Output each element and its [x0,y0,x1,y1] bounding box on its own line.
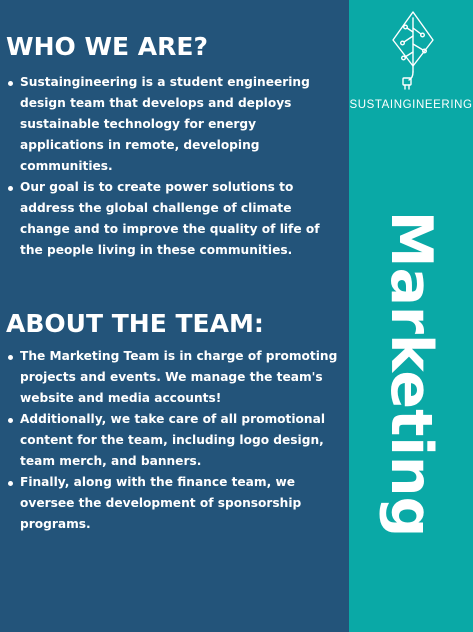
bullet-dot-icon [8,481,13,486]
bullet-text: Our goal is to create power solutions to address the global challenge of climate change and to improve the quality of life of the people living in these communities. [20,180,320,257]
bullet-dot-icon [8,355,13,360]
list-item [6,177,344,261]
bullet-text: Additionally, we take care of all promotional content for the team, including logo design, team merch, and banners. [20,412,326,468]
team-title: Marketing [378,210,444,538]
bullet-dot-icon [8,418,13,423]
bullet-text: Sustaingineering is a student engineering design team that develops and deploys sustainable technology for energy applications in remote, developing communities. [20,75,310,173]
about-the-team-heading: ABOUT THE TEAM: [6,309,264,338]
bullet-text: The Marketing Team is in charge of promoting projects and events. We manage the team's website and media accounts! [20,349,338,405]
bullet-dot-icon [8,186,13,191]
circuit-leaf-plug-icon [389,10,437,92]
list-item [6,472,344,535]
list-item [6,346,344,409]
list-item [6,72,344,177]
who-we-are-list [6,72,344,261]
who-we-are-heading: WHO WE ARE? [6,32,208,61]
brand-name: SUSTAINGINEERING [349,99,473,111]
bullet-text: Finally, along with the finance team, we oversee the development of sponsorship programs. [20,475,302,531]
about-the-team-list [6,346,344,535]
list-item [6,409,344,472]
bullet-dot-icon [8,81,13,86]
